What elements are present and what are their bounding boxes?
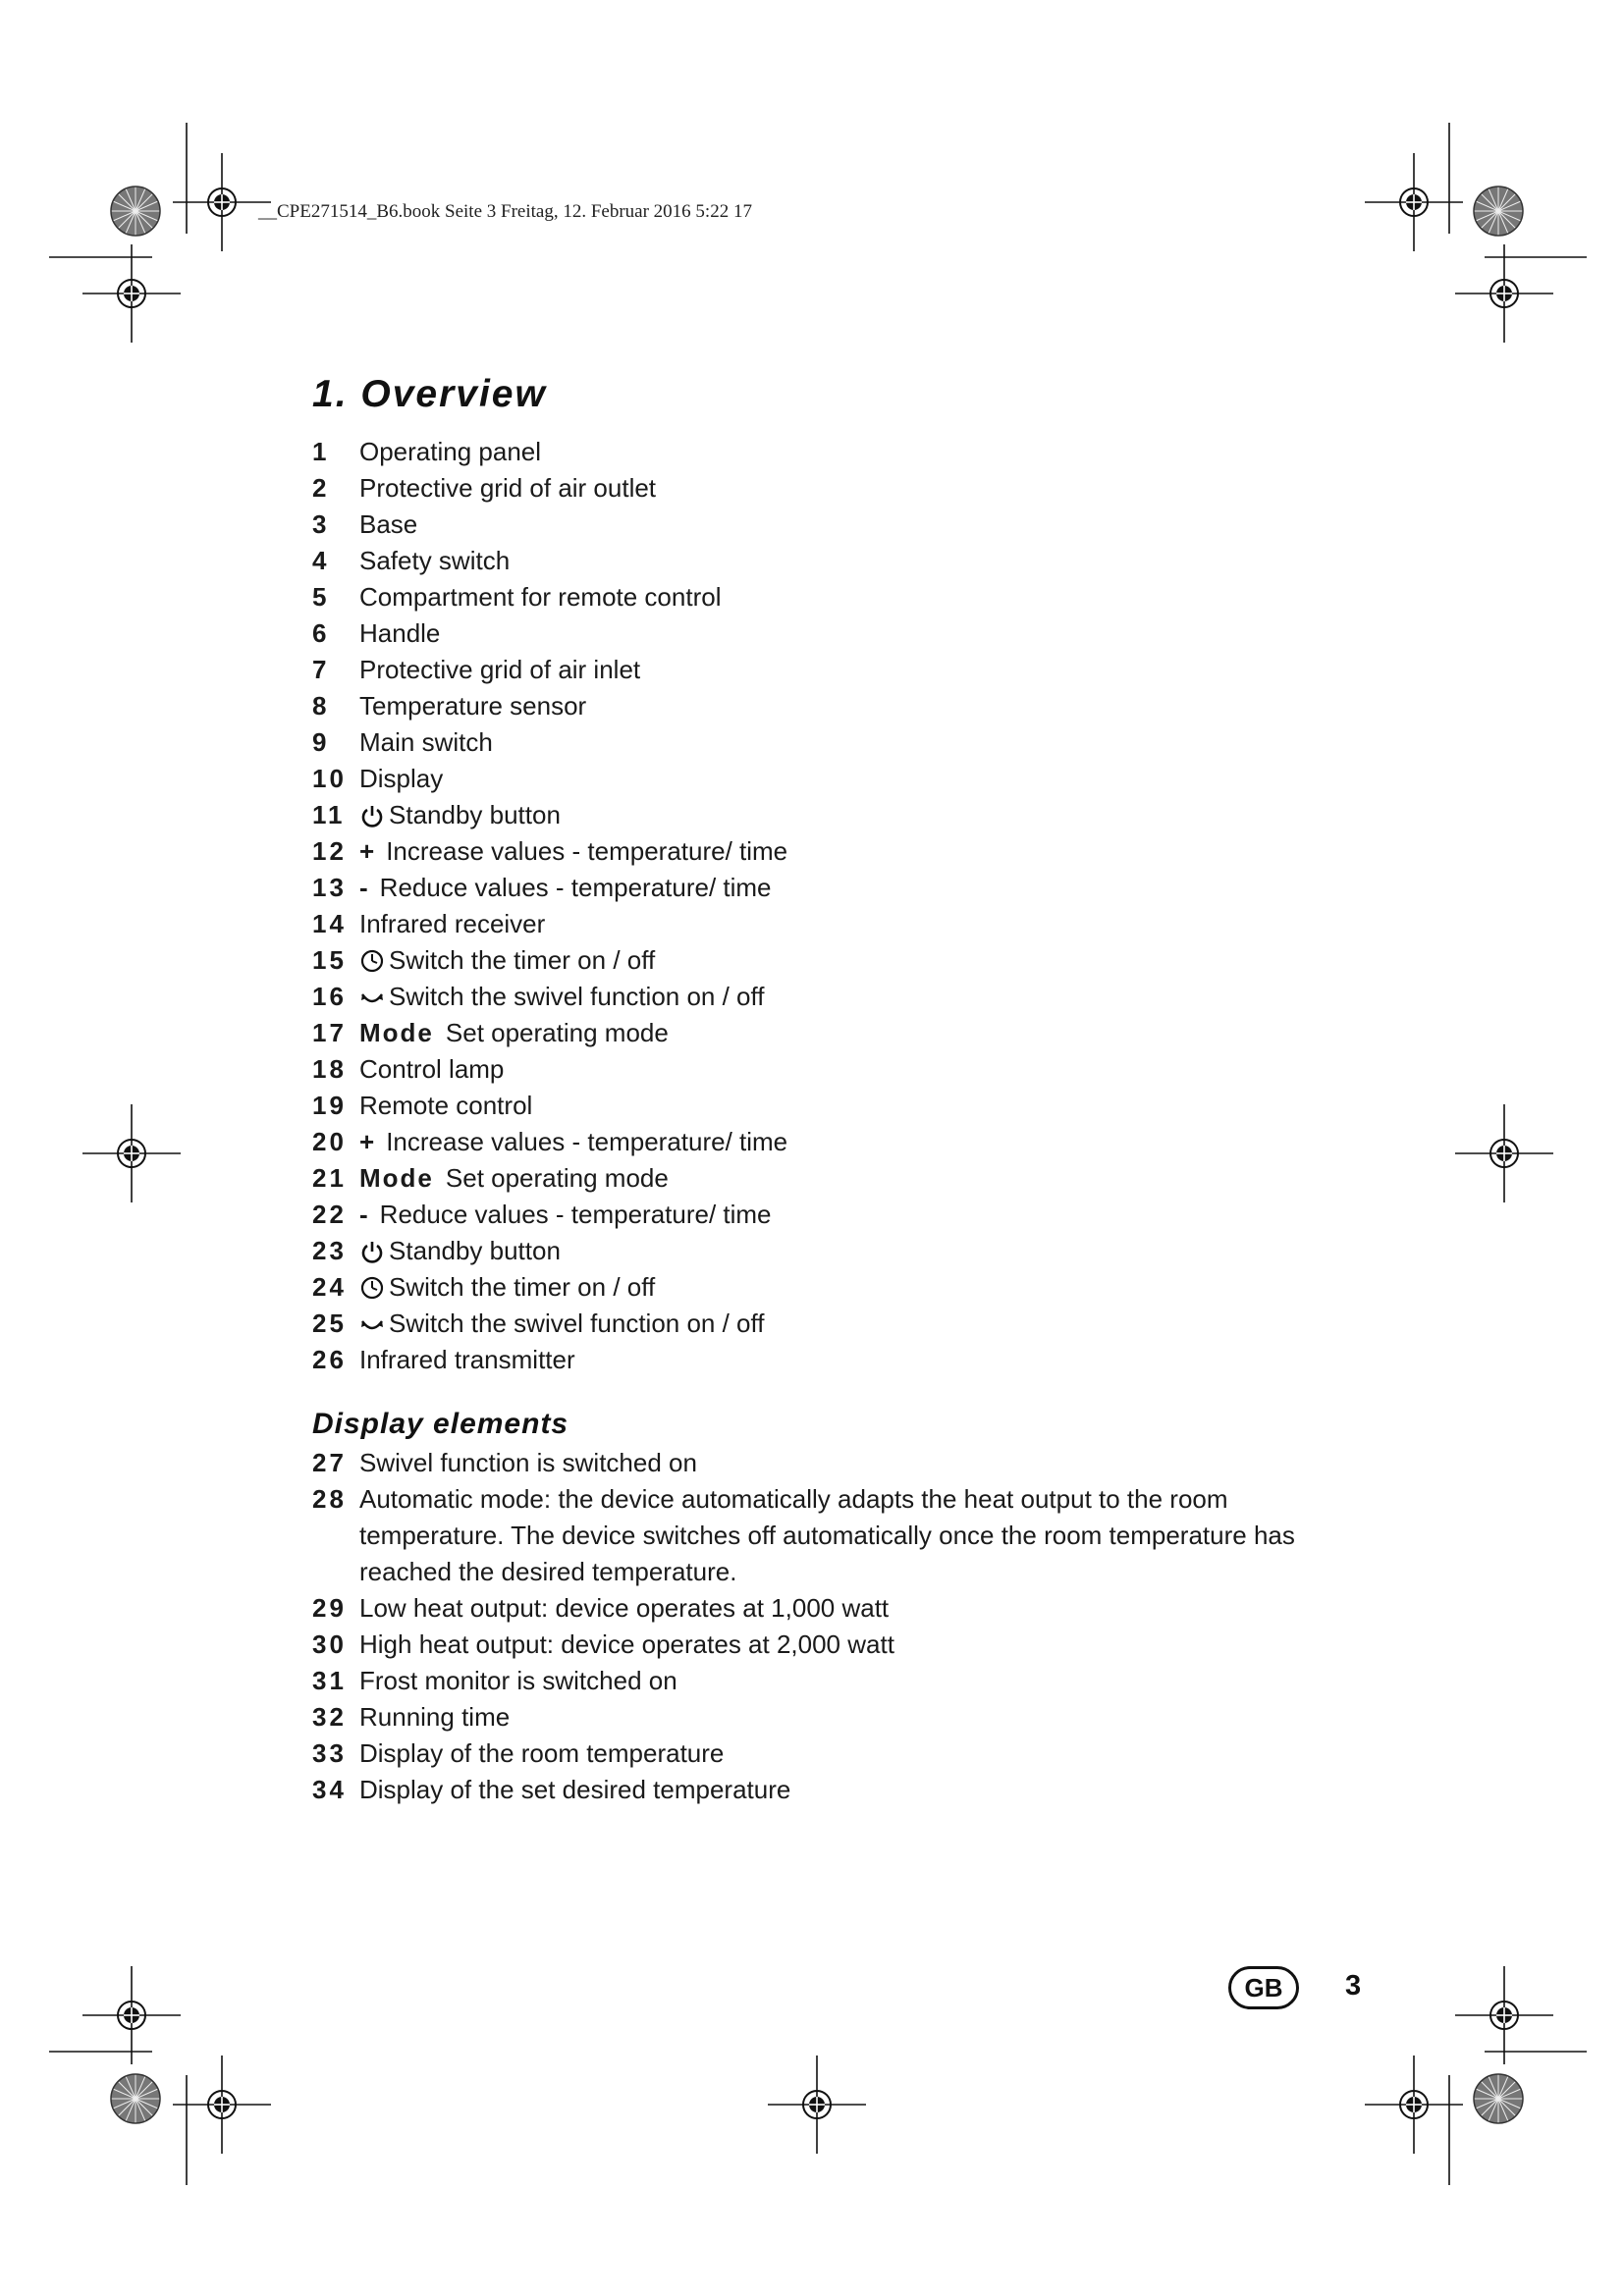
list-item [312, 1445, 1373, 1481]
item-symbol: + [359, 1127, 375, 1156]
item-text: Running time [359, 1702, 511, 1732]
item-text: Infrared receiver [359, 909, 546, 938]
list-item [312, 1051, 1373, 1088]
list-item [312, 1306, 1373, 1342]
list-item [312, 1735, 1373, 1772]
list-item [312, 1342, 1373, 1378]
list-item [312, 942, 1373, 979]
item-number: 23 [312, 1236, 347, 1265]
item-text: Remote control [359, 1091, 533, 1120]
item-text: Safety switch [359, 546, 511, 575]
item-text: Switch the swivel function on / off [389, 982, 765, 1011]
list-item [312, 1124, 1373, 1160]
item-text: Protective grid of air outlet [359, 473, 657, 503]
overview-list [312, 434, 1373, 1378]
item-symbol: Mode [359, 1163, 434, 1193]
power-icon [359, 1238, 385, 1263]
item-number: 10 [312, 764, 347, 793]
list-item [312, 1590, 1373, 1627]
list-item [312, 1088, 1373, 1124]
list-item [312, 797, 1373, 833]
item-number: 15 [312, 945, 347, 975]
item-number: 2 [312, 473, 330, 503]
item-number: 1 [312, 437, 330, 466]
item-symbol: + [359, 836, 375, 866]
item-number: 17 [312, 1018, 347, 1047]
list-item [312, 761, 1373, 797]
item-text: Increase values - temperature/ time [386, 836, 788, 866]
item-number: 28 [312, 1484, 347, 1514]
item-text: Automatic mode: the device automatically adapts the heat output to the room temperature. The device switches off automatically once the room temperature has reached the desired temperature. [359, 1484, 1295, 1586]
list-item [312, 833, 1373, 870]
item-text: Set operating mode [445, 1018, 669, 1047]
item-text: Standby button [389, 800, 561, 829]
list-item [312, 543, 1373, 579]
list-item [312, 1197, 1373, 1233]
item-text: Low heat output: device operates at 1,000 watt [359, 1593, 890, 1623]
list-item [312, 1663, 1373, 1699]
list-item [312, 870, 1373, 906]
item-text: Base [359, 509, 418, 539]
subsection-title: Display elements [312, 1408, 569, 1440]
item-text: Swivel function is switched on [359, 1448, 697, 1477]
item-number: 3 [312, 509, 330, 539]
item-number: 21 [312, 1163, 347, 1193]
item-text: Set operating mode [445, 1163, 669, 1193]
main-content [312, 373, 1373, 1808]
item-number: 27 [312, 1448, 347, 1477]
page-number: 3 [1345, 1970, 1362, 2002]
list-item [312, 434, 1373, 470]
list-item [312, 906, 1373, 942]
language-badge: GB [1228, 1966, 1299, 2009]
list-item [312, 1772, 1373, 1808]
item-number: 31 [312, 1666, 347, 1695]
item-number: 9 [312, 727, 330, 757]
power-icon [359, 802, 385, 828]
swivel-icon [359, 1310, 385, 1336]
item-text: Display of the room temperature [359, 1738, 725, 1768]
list-item [312, 688, 1373, 724]
item-text: Infrared transmitter [359, 1345, 575, 1374]
item-symbol: Mode [359, 1018, 434, 1047]
list-item [312, 1233, 1373, 1269]
item-number: 4 [312, 546, 330, 575]
print-info-header: __CPE271514_B6.book Seite 3 Freitag, 12. Februar 2016 5:22 17 [258, 201, 752, 222]
item-number: 18 [312, 1054, 347, 1084]
item-text: Reduce values - temperature/ time [379, 1200, 772, 1229]
item-text: Compartment for remote control [359, 582, 722, 612]
item-number: 32 [312, 1702, 347, 1732]
item-text: Handle [359, 618, 441, 648]
list-item [312, 579, 1373, 615]
list-item [312, 1269, 1373, 1306]
list-item [312, 1160, 1373, 1197]
item-number: 33 [312, 1738, 347, 1768]
item-text: Display of the set desired temperature [359, 1775, 791, 1804]
swivel-icon [359, 984, 385, 1009]
list-item [312, 1627, 1373, 1663]
item-text: High heat output: device operates at 2,000 watt [359, 1629, 894, 1659]
list-item [312, 724, 1373, 761]
item-text: Control lamp [359, 1054, 505, 1084]
item-number: 13 [312, 873, 347, 902]
list-item [312, 652, 1373, 688]
item-number: 8 [312, 691, 330, 721]
timer-icon [359, 1274, 385, 1300]
item-number: 12 [312, 836, 347, 866]
item-text: Operating panel [359, 437, 542, 466]
item-text: Frost monitor is switched on [359, 1666, 677, 1695]
list-item [312, 507, 1373, 543]
item-number: 25 [312, 1308, 347, 1338]
item-text: Display [359, 764, 444, 793]
item-text: Reduce values - temperature/ time [379, 873, 772, 902]
list-item [312, 979, 1373, 1015]
item-symbol: - [359, 1200, 368, 1229]
list-item [312, 1015, 1373, 1051]
item-number: 16 [312, 982, 347, 1011]
timer-icon [359, 947, 385, 973]
item-number: 5 [312, 582, 330, 612]
list-item [312, 1699, 1373, 1735]
item-text: Temperature sensor [359, 691, 587, 721]
list-item [312, 615, 1373, 652]
section-title: 1. Overview [312, 373, 547, 415]
item-number: 20 [312, 1127, 347, 1156]
item-number: 26 [312, 1345, 347, 1374]
list-item [312, 1481, 1373, 1590]
item-text: Standby button [389, 1236, 561, 1265]
item-number: 34 [312, 1775, 347, 1804]
item-text: Protective grid of air inlet [359, 655, 641, 684]
item-number: 22 [312, 1200, 347, 1229]
item-number: 14 [312, 909, 347, 938]
item-text: Increase values - temperature/ time [386, 1127, 788, 1156]
item-number: 6 [312, 618, 330, 648]
item-number: 24 [312, 1272, 347, 1302]
list-item [312, 470, 1373, 507]
item-number: 7 [312, 655, 330, 684]
item-number: 30 [312, 1629, 347, 1659]
item-number: 11 [312, 800, 346, 829]
display-elements-list [312, 1445, 1373, 1808]
item-text: Switch the timer on / off [389, 1272, 656, 1302]
item-symbol: - [359, 873, 368, 902]
item-text: Switch the swivel function on / off [389, 1308, 765, 1338]
item-text: Switch the timer on / off [389, 945, 656, 975]
item-text: Main switch [359, 727, 493, 757]
item-number: 29 [312, 1593, 347, 1623]
item-number: 19 [312, 1091, 347, 1120]
